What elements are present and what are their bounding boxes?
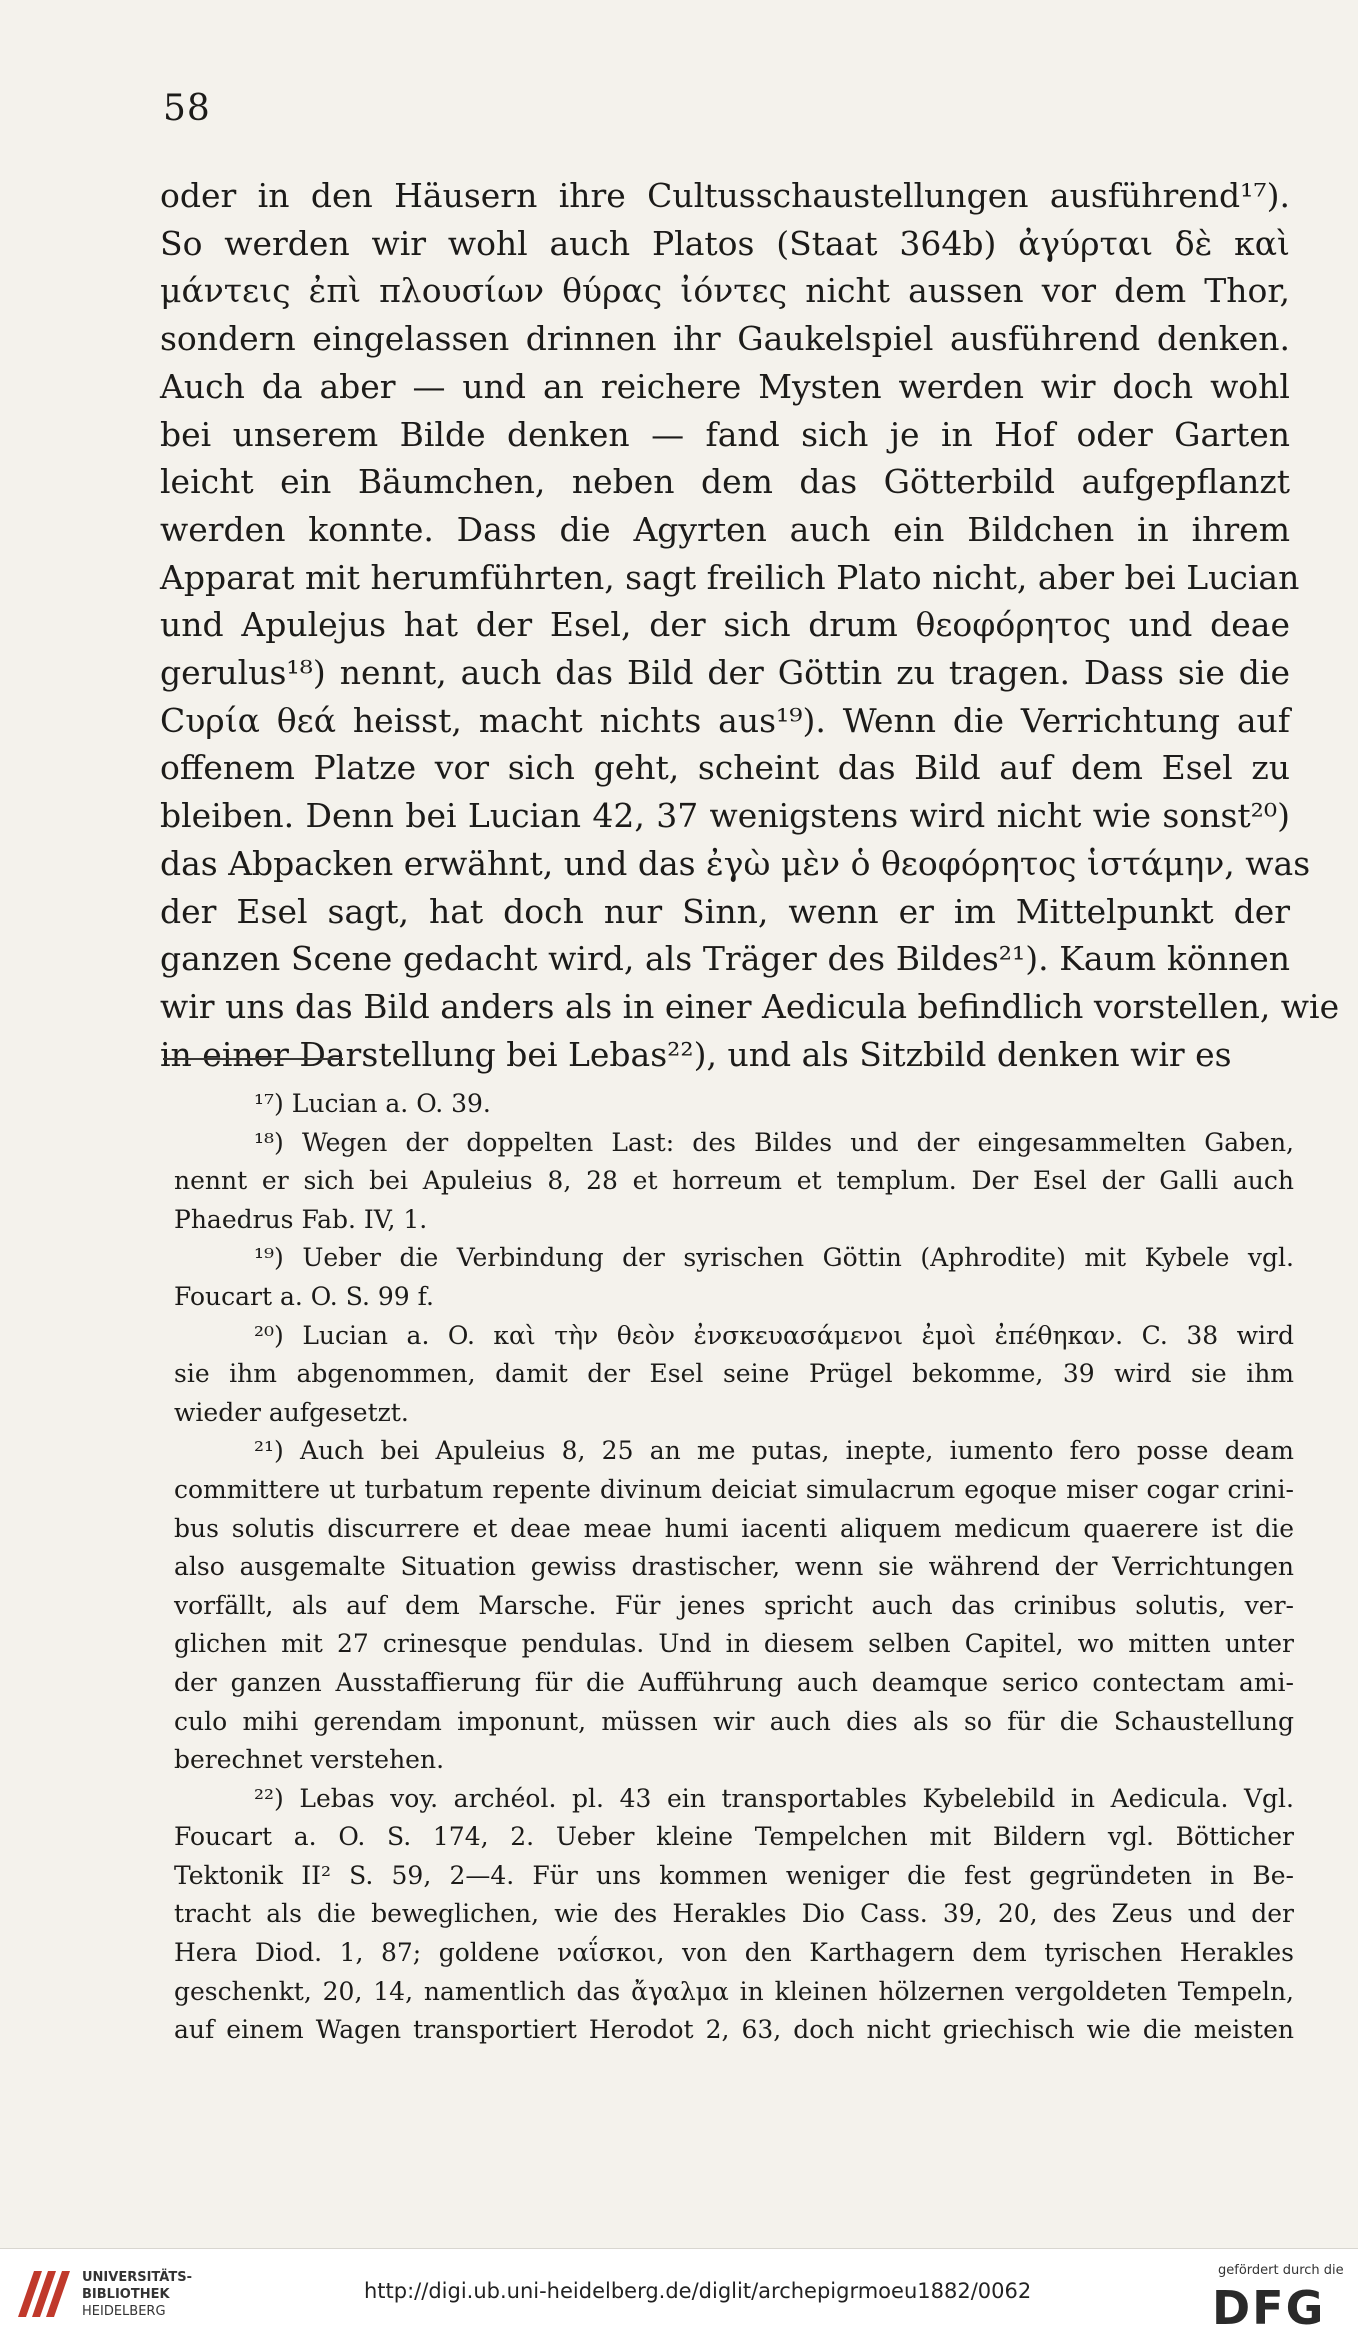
main-line: das Abpacken erwähnt, und das ἐγὼ μὲν ὁ θεοφόρητος ἱστάμην, was [160,843,1311,883]
footnote-line: berechnet verstehen. [174,1745,445,1775]
footnote-line: ¹⁸) Wegen der doppelten Last: des Bildes und der eingesammelten Gaben, [254,1127,1294,1157]
main-line: Apparat mit herumführten, sagt freilich Plato nicht, aber bei Lucian [160,557,1300,597]
footnote-line: Phaedrus Fab. IV, 1. [174,1204,428,1234]
main-line: So werden wir wohl auch Platos (Staat 364b) ἀγύρται δὲ καὶ [160,223,1290,263]
main-line: bei unserem Bilde denken — fand sich je in Hof oder Garten [160,414,1290,454]
funded-by-label: gefördert durch die [1218,2263,1344,2278]
footnote-line: nennt er sich bei Apuleius 8, 28 et horreum et templum. Der Esel der Galli auch [174,1166,1294,1196]
footnote-line: Foucart a. O. S. 99 f. [174,1281,434,1311]
main-line: ganzen Scene gedacht wird, als Träger des Bildes²¹). Kaum können [160,939,1290,979]
footnote-line: ²²) Lebas voy. archéol. pl. 43 ein transportables Kybelebild in Aedicula. Vgl. [254,1783,1294,1813]
footnote-line: geschenkt, 20, 14, namentlich das ἄγαλμα in kleinen hölzernen vergoldeten Tempeln, [174,1976,1294,2006]
footer-bar [0,2248,1358,2339]
main-text [160,172,1340,1078]
page-number: 58 [163,88,211,129]
footnote-17 [174,1085,1294,1124]
main-line: offenem Platze vor sich geht, scheint das Bild auf dem Esel zu [160,748,1290,788]
footnote-line: ²¹) Auch bei Apuleius 8, 25 an me putas, inepte, iumento fero posse deam [254,1436,1294,1466]
main-line: oder in den Häusern ihre Cultusschaustellungen ausführend¹⁷). [160,176,1290,215]
main-line: leicht ein Bäumchen, neben dem das Götterbild aufgepflanzt [160,462,1290,502]
footnote-line: Tektonik II² S. 59, 2—4. Für uns kommen weniger die fest gegründeten in Be- [174,1860,1294,1890]
footnote-line: culo mihi gerendam imponunt, müssen wir auch dies als so für die Schaustellung [174,1706,1294,1736]
footnote-line: glichen mit 27 crinesque pendulas. Und in diesem selben Capitel, wo mitten unter [174,1629,1294,1659]
main-line: sondern eingelassen drinnen ihr Gaukelspiel ausführend denken. [160,319,1290,359]
footnote-divider [163,1058,343,1060]
library-city: HEIDELBERG [82,2304,166,2319]
footnote-line: vorfällt, als auf dem Marsche. Für jenes spricht auch das crinibus solutis, ver- [174,1590,1294,1620]
library-name-line-1: UNIVERSITÄTS- [82,2270,192,2285]
main-line: der Esel sagt, hat doch nur Sinn, wenn er im Mittelpunkt der [160,891,1290,931]
footnote-line: Foucart a. O. S. 174, 2. Ueber kleine Tempelchen mit Bildern vgl. Bötticher [174,1822,1294,1852]
library-name-line-2: BIBLIOTHEK [82,2287,170,2302]
footnote-line: ¹⁷) Lucian a. O. 39. [254,1089,491,1118]
footnote-22 [174,1780,1294,2050]
footnote-20 [174,1317,1294,1433]
main-line: Cυρία θεά heisst, macht nichts aus¹⁹). Wenn die Verrichtung auf [160,700,1290,740]
footnote-line: wieder aufgesetzt. [174,1397,409,1427]
footnote-21 [174,1432,1294,1779]
footnotes [174,1085,1294,2050]
library-name [82,2269,192,2320]
footnote-line: also ausgemalte Situation gewiss drastischer, wenn sie während der Verrichtungen [174,1552,1294,1582]
source-url-link[interactable]: http://digi.ub.uni-heidelberg.de/diglit/archepigrmoeu1882/0062 [364,2279,1032,2303]
footnote-line: committere ut turbatum repente divinum deiciat simulacrum egoque miser cogar crini- [174,1474,1294,1504]
main-line: Auch da aber — und an reichere Mysten werden wir doch wohl [160,366,1290,406]
footnote-line: der ganzen Ausstaffierung für die Aufführung auch deamque serico contectam ami- [174,1667,1294,1697]
main-line: bleiben. Denn bei Lucian 42, 37 wenigstens wird nicht wie sonst²⁰) [160,796,1290,836]
footnote-line: bus solutis discurrere et deae meae humi iacenti aliquem medicum quaerere ist die [174,1513,1294,1543]
footnote-line: ²⁰) Lucian a. O. καὶ τὴν θεὸν ἐνσκευασάμενοι ἐμοὶ ἐπέθηκαν. C. 38 wird [254,1320,1294,1350]
main-line: μάντεις ἐπὶ πλουσίων θύρας ἰόντες nicht aussen vor dem Thor, [160,271,1290,311]
footnote-line: ¹⁹) Ueber die Verbindung der syrischen Göttin (Aphrodite) mit Kybele vgl. [254,1243,1294,1273]
footnote-line: sie ihm abgenommen, damit der Esel seine Prügel bekomme, 39 wird sie ihm [174,1359,1294,1389]
main-line: gerulus¹⁸) nennt, auch das Bild der Göttin zu tragen. Dass sie die [160,653,1290,693]
footnote-line: auf einem Wagen transportiert Herodot 2, 63, doch nicht griechisch wie die meisten [174,2015,1294,2045]
main-line: in einer Darstellung bei Lebas²²), und als Sitzbild denken wir es [160,1034,1232,1074]
footnote-18 [174,1124,1294,1240]
main-line: wir uns das Bild anders als in einer Aedicula befindlich vorstellen, wie [160,986,1340,1026]
main-line: werden konnte. Dass die Agyrten auch ein Bildchen in ihrem [160,509,1290,549]
footnote-line: tracht als die beweglichen, wie des Herakles Dio Cass. 39, 20, des Zeus und der [174,1899,1294,1929]
footnote-19 [174,1239,1294,1316]
footnote-line: Hera Diod. 1, 87; goldene ναΐσκοι, von den Karthagern dem tyrischen Herakles [174,1938,1294,1968]
dfg-logo: DFG [1212,2281,1326,2335]
university-library-logo-icon [12,2263,74,2325]
main-line: und Apulejus hat der Esel, der sich drum θεοφόρητος und deae [160,605,1290,645]
